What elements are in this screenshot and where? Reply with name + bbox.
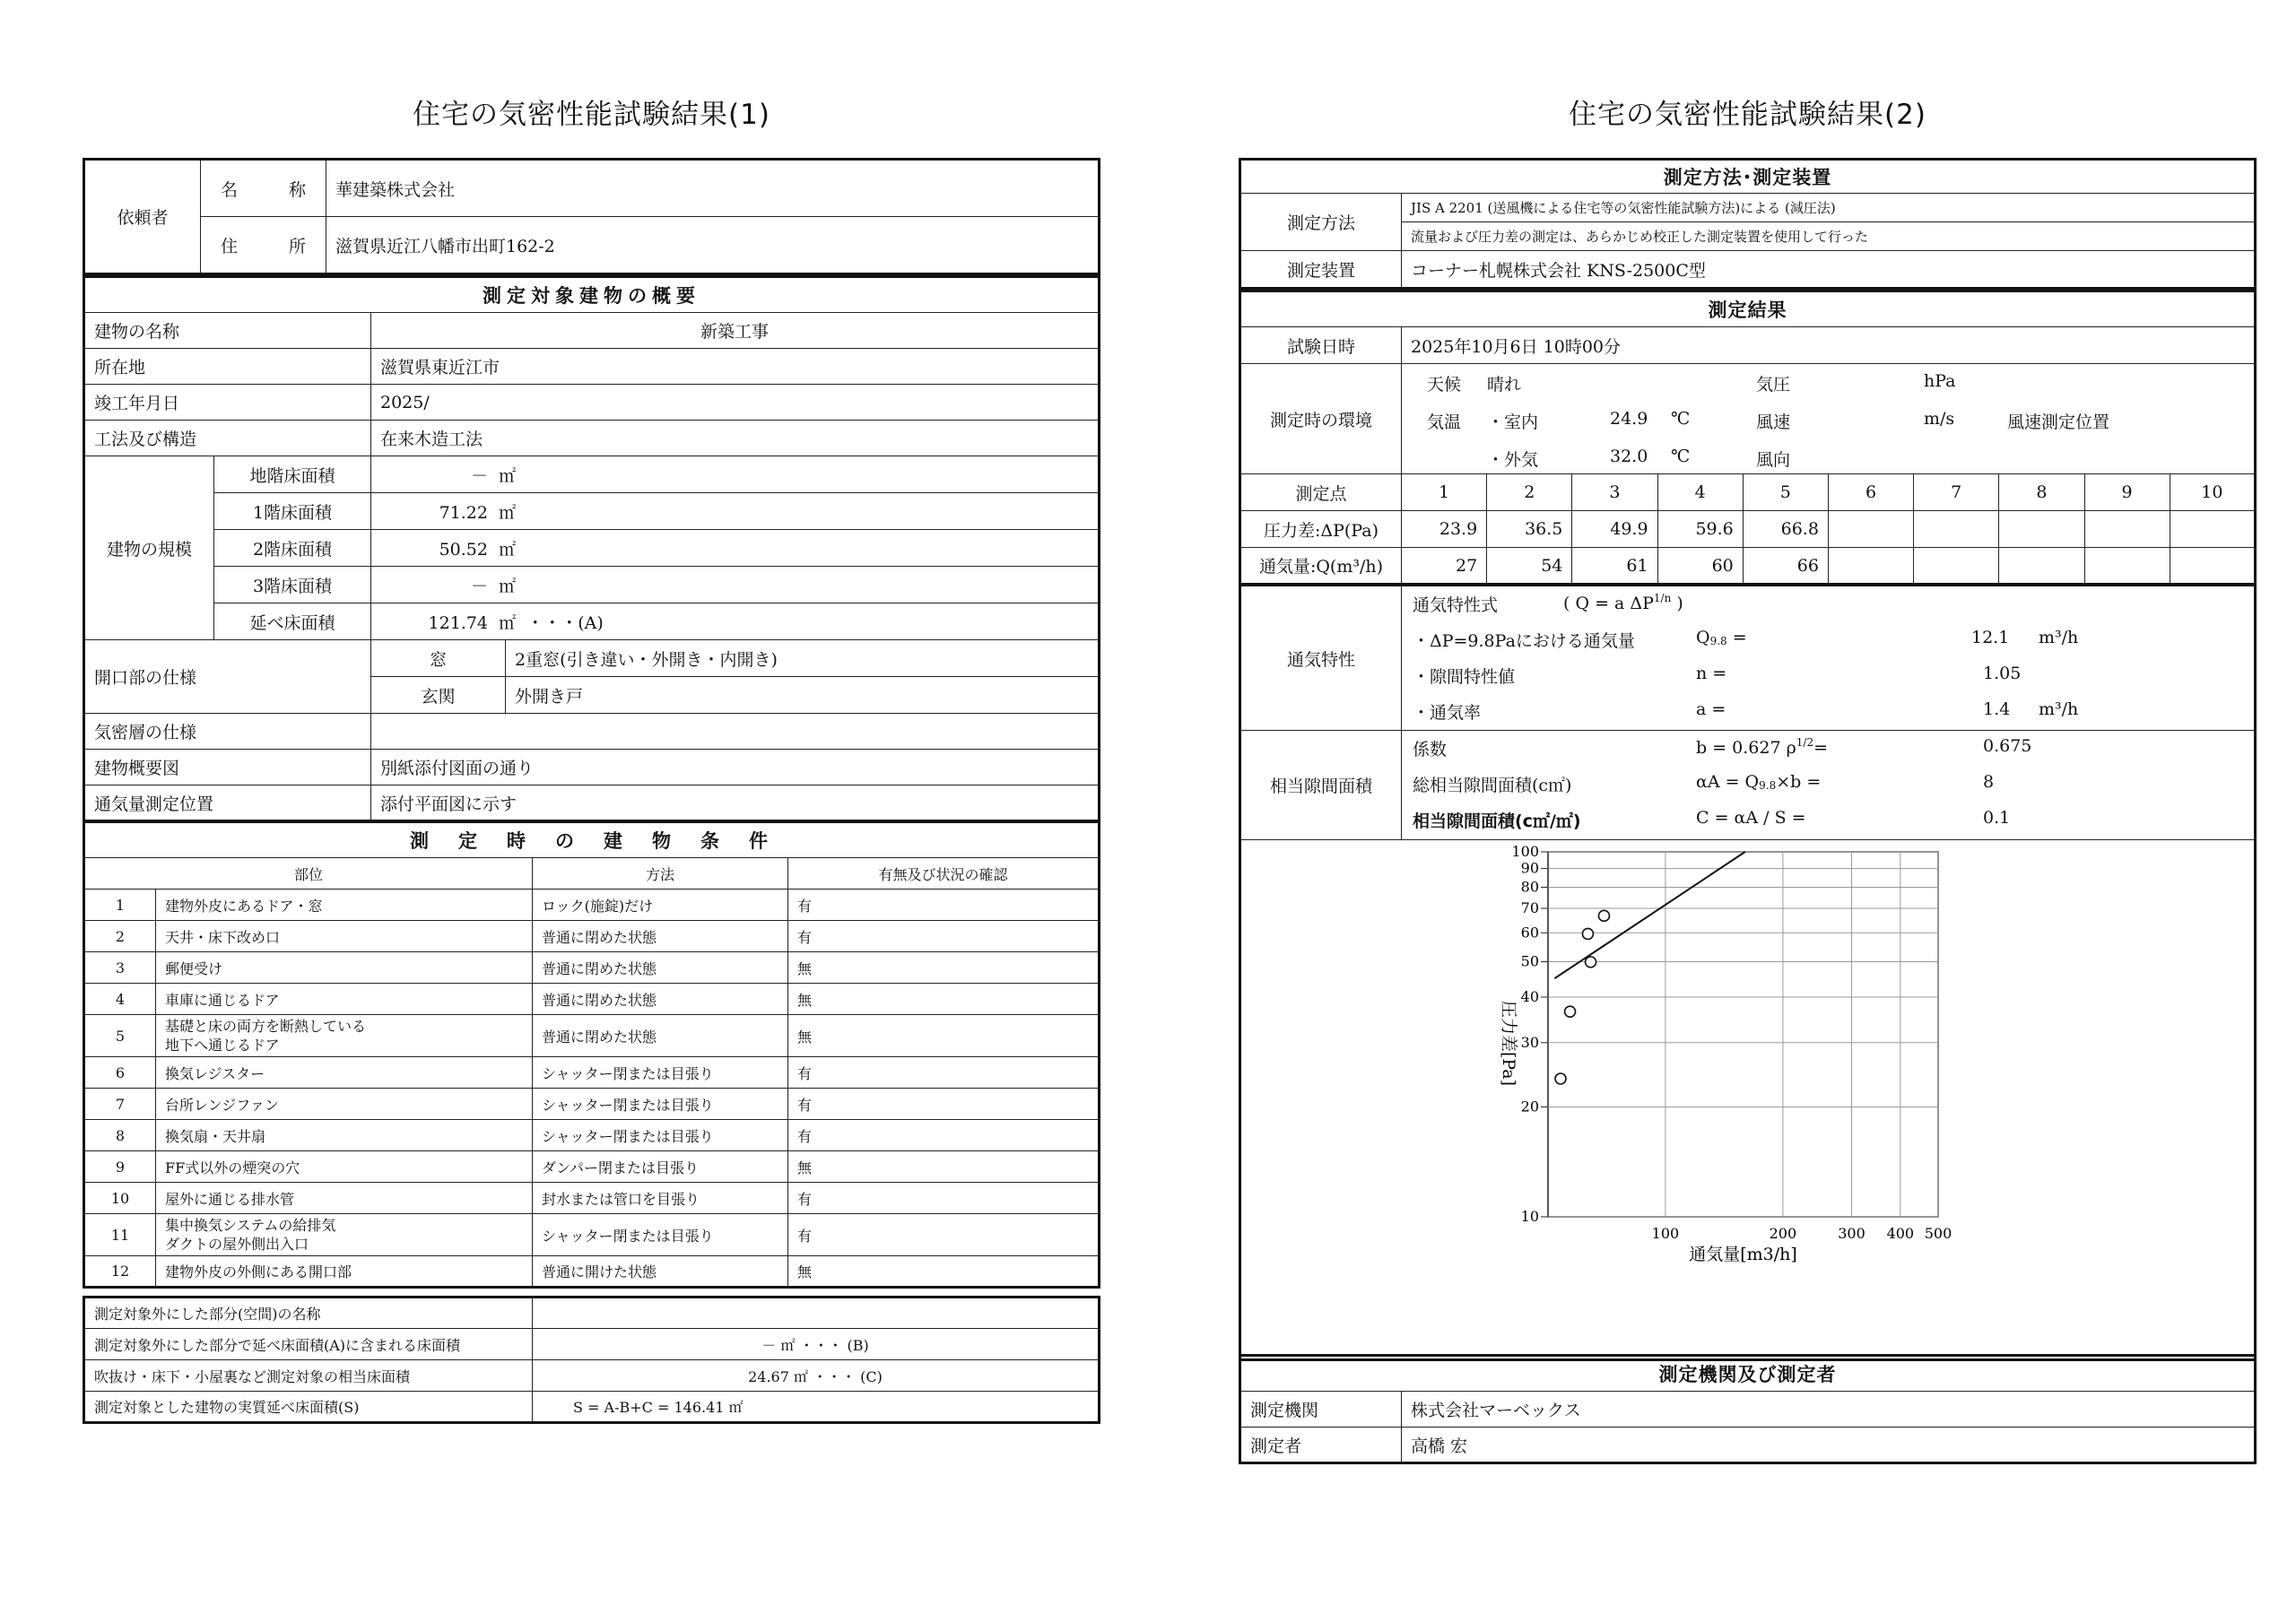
condition-part: 車庫に通じるドア	[156, 984, 533, 1015]
client-name: 華建築株式会社	[326, 160, 1100, 217]
org-value: 株式会社マーベックス	[1402, 1392, 2256, 1428]
y-tick-label: 30	[1520, 1033, 1539, 1051]
q-value	[2170, 548, 2255, 585]
n-value: 1.05	[1983, 664, 2022, 683]
condition-method: ダンパー閉または目張り	[533, 1151, 788, 1183]
org-table	[1239, 1354, 2257, 1464]
scale-row-value: － ㎡	[371, 567, 1100, 603]
wind-unit: m/s	[1924, 409, 1955, 429]
method-line2: 流量および圧力差の測定は、あらかじめ校正した測定装置を使用して行った	[1402, 222, 2256, 251]
condition-status: 有	[788, 1057, 1100, 1089]
condition-method: 普通に閉めた状態	[533, 921, 788, 952]
opening-row-value: 2重窓(引き違い・外開き・内開き)	[506, 640, 1100, 677]
q-value	[1914, 548, 1999, 585]
condition-row	[84, 890, 1100, 921]
gap-block	[1402, 731, 2256, 840]
data-point	[1582, 928, 1593, 939]
condition-method: シャッター閉または目張り	[533, 1214, 788, 1256]
date-value: 2025年10月6日 10時00分	[1402, 327, 2256, 364]
condition-status: 有	[788, 1214, 1100, 1256]
x-axis-label: 通気量[m3/h]	[1689, 1245, 1797, 1264]
condition-row	[84, 1015, 1100, 1057]
q-value: 66	[1743, 548, 1828, 585]
client-table	[83, 158, 1100, 275]
c-eq: C = αA / S =	[1696, 808, 1806, 828]
condition-method: ロック(施錠)だけ	[533, 890, 788, 921]
overview-label: 建物の名称	[84, 313, 371, 349]
condition-status: 無	[788, 952, 1100, 984]
condition-status: 有	[788, 1120, 1100, 1151]
conditions-header-method: 方法	[533, 858, 788, 890]
condition-method: シャッター閉または目張り	[533, 1120, 788, 1151]
point-number: 7	[1914, 474, 1999, 511]
char-label: 通気特性	[1240, 586, 1402, 731]
pressure-unit: hPa	[1924, 371, 1956, 391]
x-tick-label: 100	[1651, 1225, 1680, 1242]
foot-value: 24.67 ㎡ ・・・ (C)	[533, 1360, 1100, 1392]
y-tick-label: 90	[1520, 859, 1539, 877]
y-tick-label: 50	[1520, 952, 1539, 970]
client-label: 依頼者	[84, 160, 201, 274]
foot-value	[533, 1298, 1100, 1329]
wind-label: 風速	[1756, 412, 1791, 432]
overview-label: 所在地	[84, 349, 371, 385]
outdoor-label: ・外気	[1487, 450, 1539, 470]
y-tick-label: 100	[1511, 843, 1539, 860]
condition-method: シャッター閉または目張り	[533, 1057, 788, 1089]
dp-value	[1828, 511, 1913, 548]
q98-sym: Q9.8 =	[1696, 628, 1747, 647]
scale-row-label: 1階床面積	[214, 493, 371, 530]
pressure-flow-chart	[1241, 840, 2254, 1358]
condition-row	[84, 1214, 1100, 1256]
org-heading: 測定機関及び測定者	[1240, 1356, 2256, 1392]
point-number: 2	[1487, 474, 1572, 511]
condition-part: 天井・床下改め口	[156, 921, 533, 952]
opening-row-value: 外開き戸	[506, 677, 1100, 714]
conditions-header-status: 有無及び状況の確認	[788, 858, 1100, 890]
c-label: 相当隙間面積(c㎡/㎡)	[1413, 812, 1581, 831]
condition-method: 普通に閉めた状態	[533, 952, 788, 984]
result-heading: 測定結果	[1240, 291, 2256, 327]
coef-eq: b = 0.627 $\rho^{1/2}=$	[1696, 736, 1828, 758]
client-addr: 滋賀県近江八幡市出町162-2	[326, 217, 1100, 274]
dp-value: 36.5	[1487, 511, 1572, 548]
overview-label: 竣工年月日	[84, 385, 371, 421]
dp-value	[1999, 511, 2084, 548]
condition-part: 集中換気システムの給排気 ダクトの屋外側出入口	[156, 1214, 533, 1256]
condition-row	[84, 984, 1100, 1015]
a-value: 1.4	[1983, 699, 2011, 719]
data-point	[1598, 910, 1609, 921]
x-tick-label: 200	[1769, 1225, 1797, 1242]
a-unit: m³/h	[2039, 699, 2079, 719]
q-label: 通気量:Q(m³/h)	[1240, 548, 1402, 585]
result-table	[1239, 290, 2257, 586]
conditions-table	[83, 820, 1100, 1289]
y-tick-label: 60	[1520, 924, 1539, 942]
scale-row-label: 3階床面積	[214, 567, 371, 603]
a-sym: a =	[1696, 699, 1726, 719]
plot-frame	[1548, 852, 1938, 1217]
overview-heading: 測定対象建物の概要	[84, 277, 1100, 313]
scale-row-value: 71.22 ㎡	[371, 493, 1100, 530]
point-number: 10	[2170, 474, 2255, 511]
dp-value: 23.9	[1402, 511, 1487, 548]
indoor-label: ・室内	[1487, 412, 1539, 432]
condition-row	[84, 1183, 1100, 1214]
client-addr-label: 住 所	[201, 217, 326, 274]
dp-value	[2170, 511, 2255, 548]
condition-method: 普通に閉めた状態	[533, 1015, 788, 1057]
condition-no: 7	[84, 1089, 156, 1120]
condition-part: 郵便受け	[156, 952, 533, 984]
total-eq: αA = Q9.8×b =	[1696, 772, 1822, 792]
q-value	[1999, 548, 2084, 585]
q98-value: 12.1	[1971, 628, 2010, 647]
chart-cell	[1240, 840, 2256, 1360]
foot-value: S = A-B+C = 146.41 ㎡	[533, 1392, 1100, 1423]
point-number: 3	[1572, 474, 1657, 511]
x-tick-label: 500	[1924, 1225, 1952, 1242]
n-sym: n =	[1696, 664, 1727, 683]
condition-no: 2	[84, 921, 156, 952]
condition-no: 6	[84, 1057, 156, 1089]
method-heading: 測定方法･測定装置	[1240, 160, 2256, 194]
q98-label: ・ΔP=9.8Paにおける通気量	[1413, 631, 1635, 651]
condition-no: 3	[84, 952, 156, 984]
condition-part: 台所レンジファン	[156, 1089, 533, 1120]
condition-no: 11	[84, 1214, 156, 1256]
outdoor-value: 32.0	[1610, 447, 1648, 466]
y-tick-label: 10	[1520, 1208, 1539, 1225]
condition-method: 封水または管口を目張り	[533, 1183, 788, 1214]
fit-line	[1554, 852, 1744, 978]
device-value: コーナー札幌株式会社 KNS-2500C型	[1402, 251, 2256, 289]
y-tick-label: 40	[1520, 987, 1539, 1005]
y-axis-label: 圧力差[Pa]	[1499, 1000, 1518, 1087]
formula: ( Q = a $\Delta P^{1/n}$ )	[1563, 592, 1683, 613]
condition-row	[84, 1120, 1100, 1151]
temp-unit: ℃	[1671, 409, 1691, 429]
data-point	[1586, 957, 1596, 968]
q-value: 60	[1657, 548, 1743, 585]
indoor-value: 24.9	[1610, 409, 1648, 429]
condition-no: 4	[84, 984, 156, 1015]
temp-label: 気温	[1427, 412, 1462, 432]
method-line1: JIS A 2201 (送風機による住宅等の気密性能試験方法)による (減圧法)	[1402, 194, 2256, 222]
y-tick-label: 80	[1520, 878, 1539, 896]
c-value: 0.1	[1983, 808, 2011, 828]
q98-unit: m³/h	[2039, 628, 2079, 647]
wind-pos-label: 風速測定位置	[2007, 412, 2110, 432]
q-value: 27	[1402, 548, 1487, 585]
scale-label: 建物の規模	[84, 456, 214, 640]
overview-table	[83, 275, 1100, 822]
coef-value: 0.675	[1983, 736, 2032, 756]
q-value	[1828, 548, 1913, 585]
condition-status: 無	[788, 1151, 1100, 1183]
dp-value: 49.9	[1572, 511, 1657, 548]
overview-value: 別紙添付図面の通り	[371, 750, 1100, 785]
y-tick-label: 20	[1520, 1098, 1539, 1115]
wind-dir-label: 風向	[1756, 450, 1791, 470]
overview-value	[371, 714, 1100, 750]
condition-status: 無	[788, 984, 1100, 1015]
scale-row-value: 121.74 ㎡ ・・・(A)	[371, 603, 1100, 640]
person-value: 高橋 宏	[1402, 1428, 2256, 1463]
point-number: 8	[1999, 474, 2084, 511]
opening-row-label: 窓	[371, 640, 506, 677]
method-table	[1239, 158, 2257, 290]
data-point	[1555, 1073, 1566, 1084]
foot-label: 測定対象とした建物の実質延べ床面積(S)	[84, 1392, 533, 1423]
x-tick-label: 400	[1886, 1225, 1915, 1242]
data-point	[1565, 1006, 1576, 1017]
condition-part: 換気レジスター	[156, 1057, 533, 1089]
condition-no: 8	[84, 1120, 156, 1151]
dp-value	[1914, 511, 1999, 548]
foot-label: 吹抜け・床下・小屋裏など測定対象の相当床面積	[84, 1360, 533, 1392]
condition-status: 有	[788, 1183, 1100, 1214]
weather-value: 晴れ	[1487, 375, 1522, 395]
overview-label: 工法及び構造	[84, 421, 371, 456]
condition-row	[84, 921, 1100, 952]
scale-row-value: 50.52 ㎡	[371, 530, 1100, 567]
overview-value: 2025/	[371, 385, 1100, 421]
total-value: 8	[1983, 772, 1995, 792]
condition-method: 普通に開けた状態	[533, 1256, 788, 1288]
condition-part: 換気扇・天井扇	[156, 1120, 533, 1151]
condition-no: 10	[84, 1183, 156, 1214]
points-label: 測定点	[1240, 474, 1402, 511]
overview-label: 建物概要図	[84, 750, 371, 785]
conditions-header-part: 部位	[84, 858, 533, 890]
q-value: 54	[1487, 548, 1572, 585]
overview-value: 滋賀県東近江市	[371, 349, 1100, 385]
dp-value: 66.8	[1743, 511, 1828, 548]
gap-label: 相当隙間面積	[1240, 731, 1402, 840]
overview-label: 気密層の仕様	[84, 714, 371, 750]
q-value: 61	[1572, 548, 1657, 585]
point-number: 5	[1743, 474, 1828, 511]
point-number: 6	[1828, 474, 1913, 511]
condition-row	[84, 1256, 1100, 1288]
x-tick-label: 300	[1838, 1225, 1866, 1242]
scale-row-label: 地階床面積	[214, 456, 371, 493]
a-label: ・通気率	[1413, 703, 1482, 723]
scale-row-label: 2階床面積	[214, 530, 371, 567]
overview-value: 在来木造工法	[371, 421, 1100, 456]
q-value	[2084, 548, 2170, 585]
condition-no: 5	[84, 1015, 156, 1057]
opening-label: 開口部の仕様	[84, 640, 371, 714]
left-page-title: 住宅の気密性能試験結果(1)	[413, 99, 770, 131]
condition-row	[84, 1151, 1100, 1183]
env-label: 測定時の環境	[1240, 364, 1402, 474]
condition-part: 基礎と床の両方を断熱している 地下へ通じるドア	[156, 1015, 533, 1057]
conditions-heading: 測 定 時 の 建 物 条 件	[84, 822, 1100, 858]
condition-part: FF式以外の煙突の穴	[156, 1151, 533, 1183]
condition-part: 建物外皮にあるドア・窓	[156, 890, 533, 921]
condition-status: 無	[788, 1015, 1100, 1057]
total-label: 総相当隙間面積(c㎡)	[1413, 776, 1572, 795]
overview-value: 添付平面図に示す	[371, 785, 1100, 821]
foot-label: 測定対象外にした部分(空間)の名称	[84, 1298, 533, 1329]
char-block	[1402, 586, 2256, 731]
env-block	[1402, 364, 2256, 474]
condition-status: 有	[788, 890, 1100, 921]
condition-status: 有	[788, 1089, 1100, 1120]
condition-row	[84, 1089, 1100, 1120]
weather-label: 天候	[1427, 375, 1462, 395]
coef-label: 係数	[1413, 740, 1448, 759]
condition-status: 無	[788, 1256, 1100, 1288]
condition-no: 1	[84, 890, 156, 921]
condition-part: 屋外に通じる排水管	[156, 1183, 533, 1214]
condition-no: 12	[84, 1256, 156, 1288]
person-label: 測定者	[1240, 1428, 1402, 1463]
condition-row	[84, 952, 1100, 984]
condition-row	[84, 1057, 1100, 1089]
condition-part: 建物外皮の外側にある開口部	[156, 1256, 533, 1288]
characteristics-table	[1239, 584, 2257, 1361]
scale-row-label: 延べ床面積	[214, 603, 371, 640]
conditions-foot-table	[83, 1296, 1100, 1424]
conditions-body	[84, 890, 1100, 1288]
overview-label: 通気量測定位置	[84, 785, 371, 821]
point-number: 4	[1657, 474, 1743, 511]
opening-row-label: 玄関	[371, 677, 506, 714]
condition-method: 普通に閉めた状態	[533, 984, 788, 1015]
point-number: 9	[2084, 474, 2170, 511]
condition-no: 9	[84, 1151, 156, 1183]
y-tick-label: 70	[1520, 899, 1539, 917]
dp-value: 59.6	[1657, 511, 1743, 548]
dp-value	[2084, 511, 2170, 548]
pressure-label: 気圧	[1756, 375, 1791, 395]
device-label: 測定装置	[1240, 251, 1402, 289]
point-number: 1	[1402, 474, 1487, 511]
right-page-title: 住宅の気密性能試験結果(2)	[1569, 99, 1926, 131]
overview-value: 新築工事	[371, 313, 1100, 349]
temp-unit: ℃	[1671, 447, 1691, 466]
condition-status: 有	[788, 921, 1100, 952]
org-label: 測定機関	[1240, 1392, 1402, 1428]
date-label: 試験日時	[1240, 327, 1402, 364]
formula-label: 通気特性式	[1413, 595, 1499, 615]
client-name-label: 名 称	[201, 160, 326, 217]
scale-row-value: － ㎡	[371, 456, 1100, 493]
foot-value: － ㎡ ・・・ (B)	[533, 1329, 1100, 1360]
n-label: ・隙間特性値	[1413, 667, 1516, 687]
foot-label: 測定対象外にした部分で延べ床面積(A)に含まれる床面積	[84, 1329, 533, 1360]
dp-label: 圧力差:ΔP(Pa)	[1240, 511, 1402, 548]
method-label: 測定方法	[1240, 194, 1402, 251]
condition-method: シャッター閉または目張り	[533, 1089, 788, 1120]
